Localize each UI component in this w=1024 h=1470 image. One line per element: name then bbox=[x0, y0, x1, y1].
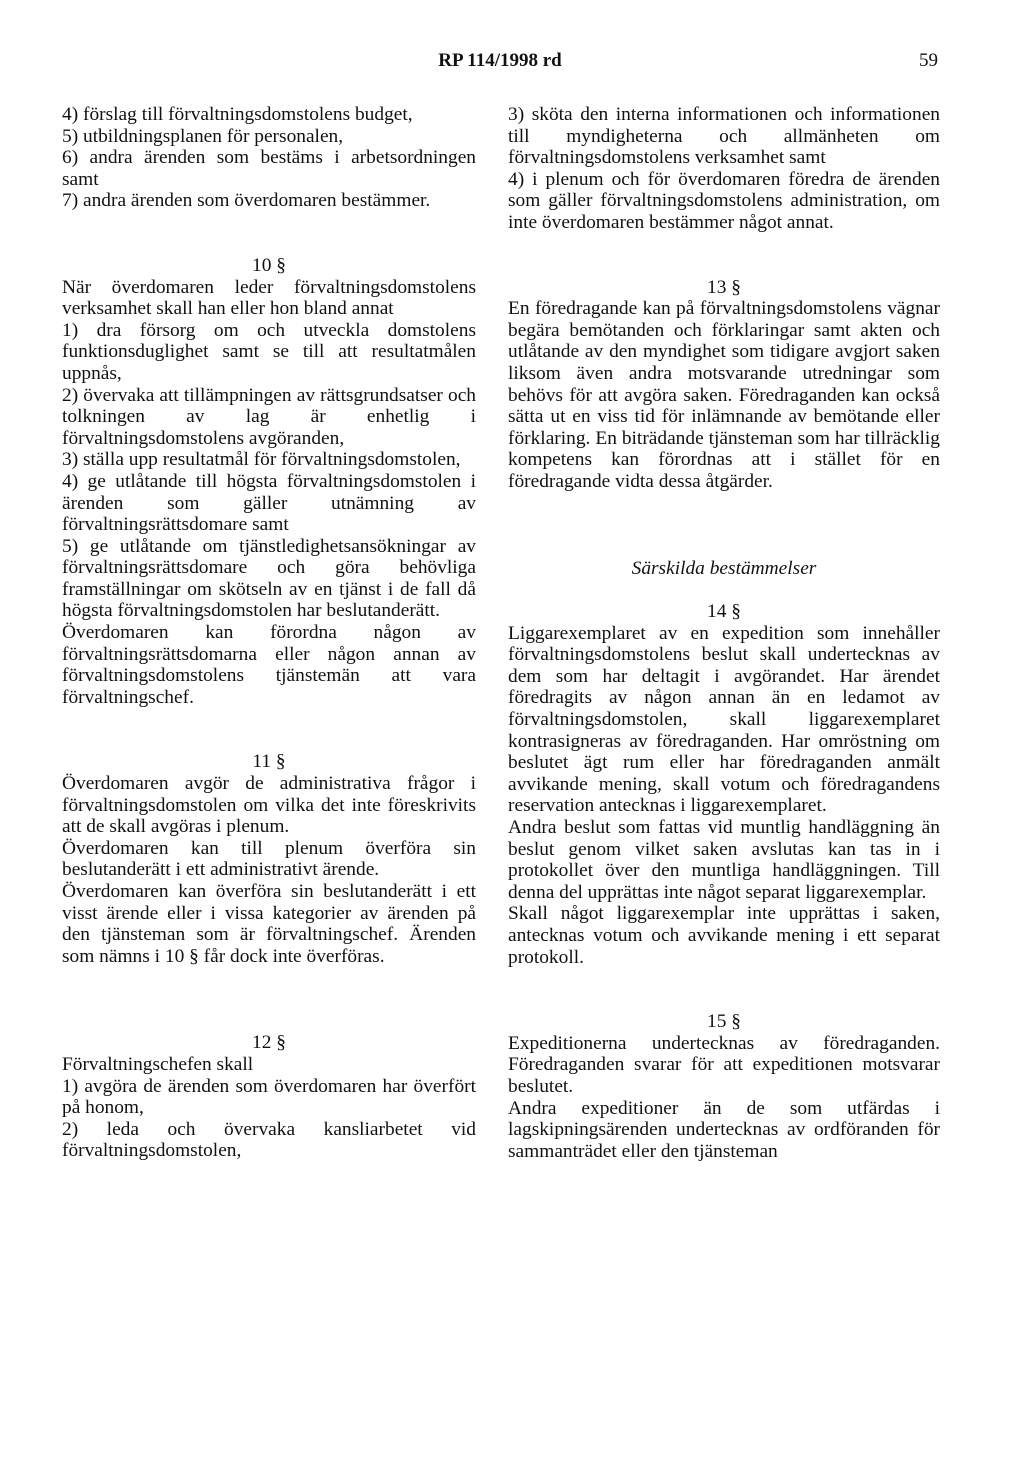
section-heading-12: 12 § bbox=[252, 1032, 286, 1054]
page-header bbox=[62, 50, 938, 80]
subheading-special-provisions: Särskilda bestämmelser bbox=[631, 557, 817, 579]
paragraph: Andra expeditioner än de som utfärdas i lagskipningsärenden undertecknas av ordföranden för sammanträdet eller den tjänsteman bbox=[508, 1097, 940, 1162]
paragraph: En föredragande kan på förvaltningsdomstolens vägnar begära bemötanden och förklaringar samt akten och utlåtande av den myndighet som tidigare avgjort saken liksom även andra motsvarande utredningar som behövs för att avgöra saken. Föredraganden kan också sätta ut en viss tid för inlämnande av bemötande eller förklaring. En biträdande tjänsteman som har tillräcklig kompetens kan förordnas att i stället för en föredragande vidta dessa åtgärder. bbox=[508, 298, 940, 492]
section-heading-14: 14 § bbox=[707, 601, 741, 623]
section-heading-11: 11 § bbox=[252, 751, 286, 773]
list-item: 5) ge utlåtande om tjänstledighetsansökningar av förvaltningsrättsdomare och göra behövliga framställningar om skötseln av en tjänst i de fall då högsta förvaltningsdomstolen har beslutanderätt. bbox=[62, 535, 476, 622]
paragraph: Överdomaren kan överföra sin beslutanderätt i ett visst ärende eller i vissa kategorier av ärenden på den tjänsteman som är förvaltningschef. Ärenden som nämns i 10 § får dock inte överföras. bbox=[62, 881, 476, 967]
paragraph: När överdomaren leder förvaltningsdomstolens verksamhet skall han eller hon bland annat bbox=[62, 276, 476, 320]
section-heading-15: 15 § bbox=[707, 1011, 741, 1033]
list-item: 5) utbildningsplanen för personalen, bbox=[62, 125, 344, 147]
right-column bbox=[508, 104, 940, 1162]
list-item: 2) övervaka att tillämpningen av rättsgrundsatser och tolkningen av lag är enhetlig i förvaltningsdomstolens avgöranden, bbox=[62, 384, 476, 449]
list-item: 4) förslag till förvaltningsdomstolens budget, bbox=[62, 104, 413, 125]
list-item: 4) ge utlåtande till högsta förvaltningsdomstolen i ärenden som gäller utnämning av förvaltningsrättsdomare samt bbox=[62, 470, 476, 536]
list-item: 1) dra försorg om och utveckla domstolens funktionsduglighet samt se till att resultatmålen uppnås, bbox=[62, 319, 476, 384]
list-item: 3) ställa upp resultatmål för förvaltningsdomstolen, bbox=[62, 449, 461, 471]
list-item: 7) andra ärenden som överdomaren bestämmer. bbox=[62, 190, 431, 212]
list-item: 3) sköta den interna informationen och informationen till myndigheterna och allmänheten om förvaltningsdomstolens verksamhet samt bbox=[508, 104, 940, 169]
paragraph: Andra beslut som fattas vid muntlig handläggning än beslut genom vilket saken avslutas kan tas in i protokollet över den muntliga handläggningen. Till denna del upprättas inte något separat liggarexemplar. bbox=[508, 817, 940, 903]
paragraph: Expeditionerna undertecknas av föredraganden. Föredraganden svarar för att expeditionen motsvarar beslutet. bbox=[508, 1032, 940, 1097]
list-item: 4) i plenum och för överdomaren föredra de ärenden som gäller förvaltningsdomstolens administration, om inte överdomaren bestämmer något annat. bbox=[508, 168, 940, 233]
paragraph: Förvaltningschefen skall bbox=[62, 1053, 254, 1075]
paragraph: Överdomaren avgör de administrativa frågor i förvaltningsdomstolen om vilka det inte föreskrivits att de skall avgöras i plenum. bbox=[62, 773, 476, 838]
list-item: 2) leda och övervaka kansliarbetet vid förvaltningsdomstolen, bbox=[62, 1118, 476, 1162]
paragraph: Skall något liggarexemplar inte upprättas i saken, antecknas votum och avvikande mening i ett separat protokoll. bbox=[508, 903, 940, 968]
paragraph: Liggarexemplaret av en expedition som innehåller förvaltningsdomstolens beslut skall undertecknas av dem som har deltagit i avgörandet. Har ärendet föredragits av någon annan än en ledamot av förvaltningsdomstolen, skall liggarexemplaret kontrasigneras av föredraganden. Har omröstning om beslutet ägt rum eller har föredraganden anmält avvikande mening, skall votum och föredragandens reservation antecknas i liggarexemplaret. bbox=[508, 622, 940, 817]
paragraph: Överdomaren kan till plenum överföra sin beslutanderätt i ett administrativt ärende. bbox=[62, 837, 476, 881]
left-column bbox=[62, 104, 476, 1162]
document-reference: RP 114/1998 rd bbox=[438, 50, 562, 71]
list-item: 6) andra ärenden som bestäms i arbetsordningen samt bbox=[62, 147, 476, 190]
paragraph: Överdomaren kan förordna någon av förvaltningsrättsdomarna eller någon annan av förvaltningsdomstolens tjänstemän att vara förvaltningschef. bbox=[62, 622, 476, 708]
section-heading-10: 10 § bbox=[252, 254, 286, 276]
section-heading-13: 13 § bbox=[707, 276, 741, 298]
page-number: 59 bbox=[919, 50, 938, 71]
list-item: 1) avgöra de ärenden som överdomaren har överfört på honom, bbox=[62, 1075, 476, 1119]
